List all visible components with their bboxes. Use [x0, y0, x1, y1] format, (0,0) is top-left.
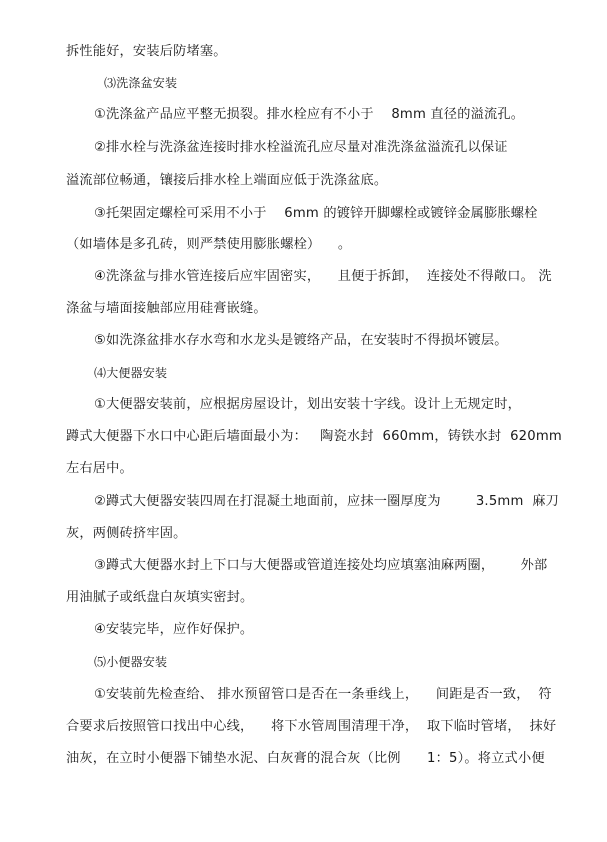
text-line-17: ③蹲式大便器水封上下口与大便器或管道连接处均应填塞油麻两圈， 外部	[94, 558, 548, 573]
text-line-23: 油灰，在立时小便器下铺垫水泥、白灰膏的混合灰（比例 1：5）。将立式小便	[66, 751, 545, 766]
text-line-13: 蹲式大便器下水口中心距后墙面最小为： 陶瓷水封 660mm，铸铁水封 620mm	[66, 429, 562, 444]
text-line-9: 涤盆与墙面接触部应用硅膏嵌缝。	[66, 301, 267, 316]
text-line-14: 左右居中。	[66, 461, 133, 476]
text-line-10: ⑤如洗涤盆排水存水弯和水龙头是镀络产品，在安装时不得损坏镀层。	[94, 333, 508, 348]
heading-sink-installation: ⑶洗涤盆安装	[104, 76, 178, 90]
text-line-8: ④洗涤盆与排水管连接后应牢固密实， 且便于拆卸， 连接处不得敞口。 洗	[94, 269, 552, 284]
text-line-6: ③托架固定螺栓可采用不小于 6mm 的镀锌开脚螺栓或镀锌金属膨胀螺栓	[94, 206, 538, 221]
text-line-3: ①洗涤盆产品应平整无损裂。排水栓应有不小于 8mm 直径的溢流孔。	[94, 107, 525, 122]
text-line-16: 灰，两侧砖挤牢固。	[66, 526, 187, 541]
text-line-4: ②排水栓与洗涤盆连接时排水栓溢流孔应尽量对准洗涤盆溢流孔以保证	[94, 140, 508, 155]
text-line-1: 拆性能好，安装后防堵塞。	[66, 44, 227, 59]
text-line-22: 合要求后按照管口找出中心线， 将下水管周围清理干净， 取下临时管堵， 抹好	[66, 719, 557, 734]
heading-urinal-installation: ⑸小便器安装	[94, 655, 168, 669]
text-line-15: ②蹲式大便器安装四周在打混凝土地面前，应抹一圈厚度为 3.5mm 麻刀	[94, 494, 560, 509]
text-line-7: （如墙体是多孔砖，则严禁使用膨胀螺栓） 。	[66, 237, 352, 252]
text-line-19: ④安装完毕，应作好保护。	[94, 622, 254, 637]
text-line-21: ①安装前先检查给、 排水预留管口是否在一条垂线上， 间距是否一致， 符	[94, 687, 552, 702]
heading-toilet-installation: ⑷大便器安装	[94, 366, 168, 380]
text-line-12: ①大便器安装前，应根据房屋设计，划出安装十字线。设计上无规定时，	[94, 397, 522, 412]
text-line-18: 用油腻子或纸盘白灰填实密封。	[66, 590, 254, 605]
text-line-5: 溢流部位畅通，镶接后排水栓上端面应低于洗涤盆底。	[66, 173, 388, 188]
